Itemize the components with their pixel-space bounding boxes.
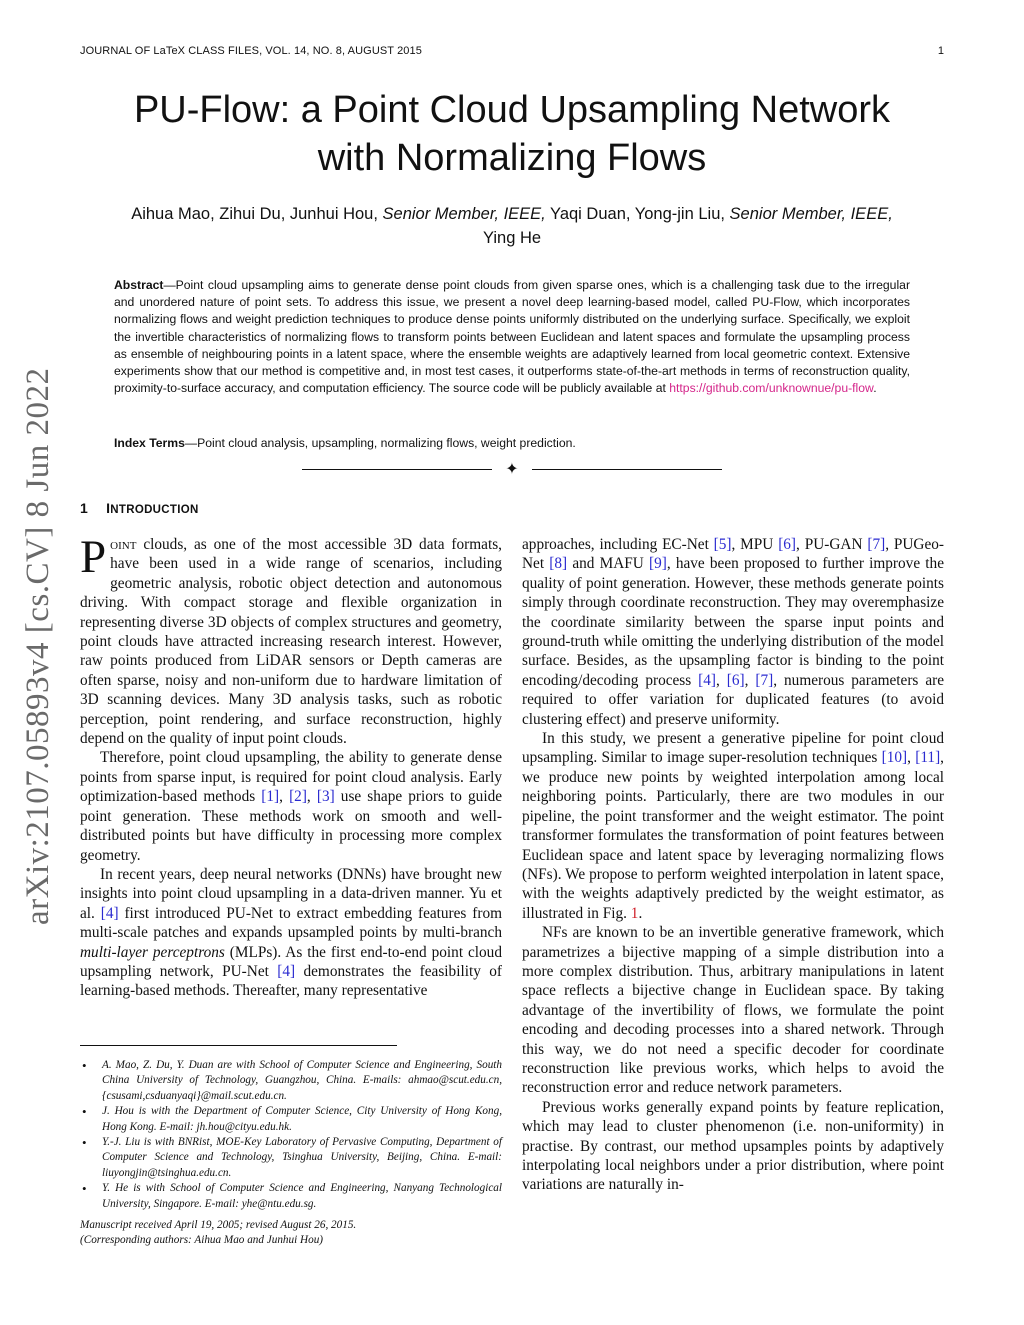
separator-rule-left xyxy=(302,469,492,470)
text-run: , PU-GAN xyxy=(796,536,868,553)
paragraph xyxy=(522,535,944,729)
text-run: , xyxy=(306,788,317,806)
lead-word: oint xyxy=(110,536,137,553)
paragraph xyxy=(80,531,502,748)
left-column xyxy=(80,531,503,1001)
separator-rule-right xyxy=(532,469,722,470)
citation-link[interactable]: [1] xyxy=(261,788,280,806)
running-head: JOURNAL OF LaTeX CLASS FILES, VOL. 14, NO. 8, AUGUST 2015 xyxy=(80,45,422,57)
author-role-1: Senior Member, IEEE, xyxy=(382,205,546,223)
text-run: In this study, we present a generative pipeline for point cloud upsampling. Similar to image super-resolution techniques xyxy=(522,730,944,767)
paper-title xyxy=(80,86,944,182)
text-run: , numerous parameters are required to offer variation for duplicated features (to avoid clustering effect) and preserve uniformity. xyxy=(522,671,944,728)
arxiv-stamp: arXiv:2107.05893v4 [cs.CV] 8 Jun 2022 xyxy=(20,367,56,925)
citation-link[interactable]: [6] xyxy=(726,671,745,689)
text-run: and MAFU xyxy=(567,555,649,573)
abstract xyxy=(114,277,910,397)
text-run: first introduced PU-Net to extract embedding features from multi-scale patches and expands upsampled points by multi-branch xyxy=(80,904,502,942)
paragraph xyxy=(80,865,502,1001)
index-terms-label: Index Terms xyxy=(114,436,185,450)
paragraph xyxy=(522,729,944,923)
manuscript-note xyxy=(80,1218,502,1249)
footnote-item: • A. Mao, Z. Du, Y. Duan are with School of Computer Science and Engineering, South China University of Technology, Guangzhou, China. E-mails: ahmao@scut.edu.cn, {csusami,csduanyaqi}@mail.scut.edu.cn. xyxy=(80,1058,502,1104)
affiliation-footnotes xyxy=(80,1058,502,1212)
authors-part-2: Yaqi Duan, Yong-jin Liu, xyxy=(545,205,730,223)
section-number: 1 xyxy=(80,500,89,516)
text-run: demonstrates the feasibility of learning-based methods. Thereafter, many representative xyxy=(80,962,502,1000)
section-heading xyxy=(80,500,199,516)
text-run: , MPU xyxy=(731,536,779,553)
right-column xyxy=(522,535,944,1195)
authors-part-1: Aihua Mao, Zihui Du, Junhui Hou, xyxy=(131,205,383,223)
section-title-initial: I xyxy=(106,500,111,516)
text-run: Therefore, point cloud upsampling, the ability to generate dense points from sparse input, is required for point cloud analysis. Early optimization-based methods xyxy=(80,749,502,806)
citation-link[interactable]: [8] xyxy=(549,555,568,573)
manuscript-received: Manuscript received April 19, 2005; revised August 26, 2015. xyxy=(80,1219,357,1231)
star-icon: ✦ xyxy=(505,461,519,478)
author-list xyxy=(80,202,944,250)
footnote-item: • J. Hou is with the Department of Computer Science, City University of Hong Kong, Hong Kong. E-mail: jh.hou@cityu.edu.hk. xyxy=(80,1104,502,1135)
paragraph: Previous works generally expand points by feature replication, which may lead to cluster phenomenon (i.e. non-uniformity) in practise. By contrast, our method upsamples points by adaptively interpolating local neighbors under a prior distribution, where point variations are naturally in- xyxy=(522,1098,944,1194)
text-run: , have been proposed to further improve the quality of point generation. However, these methods generate points simply through coordinate reconstruction. They may overemphasize the coordinate similarity between the sparse input points and ground-truth while omitting the underlying distribution of the model surface. Besides, as the upsampling factor is binding to the point encoding/decoding process xyxy=(522,555,944,689)
paragraph xyxy=(80,748,502,864)
citation-link[interactable]: [6] xyxy=(778,536,797,553)
paragraph: NFs are known to be an invertible generative framework, which parametrizes a bijective mapping of a simple distribution into a more complex distribution. Thus, arbitrary manipulations in latent space reflects a bijective change in Euclidean space. By taking advantage of the invertibility of flows, we formulate the point encoding and decoding processes into a shared network. Through this way, we do not need a specific decoder for coordinate reconstruction like previous works, which helps to avoid the reconstruction error and reduce network parameters. xyxy=(522,924,944,1097)
abstract-label: Abstract xyxy=(114,278,164,292)
text-run: approaches, including EC-Net xyxy=(522,536,714,553)
citation-link[interactable]: [4] xyxy=(277,962,296,980)
index-terms-text: —Point cloud analysis, upsampling, normalizing flows, weight prediction. xyxy=(184,436,576,450)
figure-reference-link[interactable]: 1 xyxy=(630,904,639,922)
footnote-item: • Y.-J. Liu is with BNRist, MOE-Key Laboratory of Pervasive Computing, Department of Computer Science and Technology, Tsinghua University, Beijing, China. E-mail: liuyongjin@tsinghua.edu.cn. xyxy=(80,1135,502,1181)
text-run: , PUGeo-Net xyxy=(522,536,944,573)
citation-link[interactable]: [2] xyxy=(289,788,307,806)
text-run: use shape priors to guide point generation. These methods work on smooth and well-distributed points but have difficulty in processing more complex geometry. xyxy=(80,788,503,864)
citation-link[interactable]: [7] xyxy=(755,671,774,689)
title-line-1: PU-Flow: a Point Cloud Upsampling Network xyxy=(133,89,891,131)
text-run: In recent years, deep neural networks (DNNs) have brought new insights into point cloud upsampling in a data-driven manner. Yu et al. xyxy=(80,865,502,922)
citation-link[interactable]: [4] xyxy=(100,904,119,922)
author-role-2: Senior Member, IEEE, xyxy=(729,205,893,223)
italic-term: multi-layer perceptrons xyxy=(80,943,225,961)
drop-cap: P xyxy=(80,531,107,583)
text-run: (MLPs). As the first end-to-end point cloud upsampling network, PU-Net xyxy=(80,943,502,980)
paragraph-text: clouds, as one of the most accessible 3D data formats, have been used in a wide range of scenarios, including geometric analysis, robotic object detection and autonomous driving. With compact storage and flexible organization in representing diverse 3D objects of complex structures and geometry, point clouds have attracted increasing research interest. However, raw points produced from LiDAR sensors or Depth cameras are often sparse, noisy and non-uniform due to hardware limitation of 3D scanning devices. Many 3D analysis tasks, such as robotic perception, point rendering, and surface reconstruction, highly depend on the quality of input point clouds. xyxy=(80,536,502,748)
abstract-end: . xyxy=(873,381,877,396)
section-title-rest: NTRODUCTION xyxy=(110,504,199,516)
page-number: 1 xyxy=(937,45,944,57)
title-line-2: with Normalizing Flows xyxy=(317,137,707,179)
citation-link[interactable]: [7] xyxy=(867,536,886,553)
text-run: , xyxy=(716,671,727,689)
index-terms xyxy=(114,435,910,452)
authors-part-3: Ying He xyxy=(482,229,542,247)
text-run: , xyxy=(279,788,290,806)
text-run: , xyxy=(907,749,916,767)
section-separator xyxy=(302,460,722,480)
text-run: . xyxy=(638,904,643,922)
citation-link[interactable]: [9] xyxy=(648,555,667,573)
source-code-link[interactable]: https://github.com/unknownue/pu-flow xyxy=(669,381,874,396)
footnote-rule xyxy=(80,1045,397,1046)
corresponding-authors: (Corresponding authors: Aihua Mao and Junhui Hou) xyxy=(80,1234,324,1247)
citation-link[interactable]: [11] xyxy=(915,749,941,767)
citation-link[interactable]: [5] xyxy=(713,536,732,553)
abstract-text: —Point cloud upsampling aims to generate dense point clouds from given sparse ones, which is a challenging task due to the irregular and unordered nature of point sets. To address this issue, we present a novel deep learning-based model, called PU-Flow, which incorporates normalizing flows and weight prediction techniques to produce dense points uniformly distributed on the underlying surface. Specifically, we exploit the invertible characteristics of normalizing flows to transform points between Euclidean and latent spaces and formulate the upsampling process as ensemble of neighbouring points in a latent space, where the ensemble weights are adaptively learned from local geometric context. Extensive experiments show that our method is competitive and, in most test cases, it outperforms state-of-the-art methods in terms of reconstruction quality, proximity-to-surface accuracy, and computation efficiency. The source code will be publicly available at xyxy=(114,278,910,396)
citation-link[interactable]: [10] xyxy=(881,749,908,767)
text-run: , we produce new points by weighted interpolation among local neighboring points. Particularly, there are two modules in our pipeline, the point transformer and the weight estimator. The point transformer formulates the transformation of point features between Euclidean space and latent space by leveraging normalizing flows (NFs). We propose to perform weighted interpolation in latent space, with the weights adaptively predicted by the weight estimator, as illustrated in Fig. xyxy=(522,749,944,922)
citation-link[interactable]: [3] xyxy=(316,788,335,806)
footnote-item: • Y. He is with School of Computer Science and Engineering, Nanyang Technological University, Singapore. E-mail: yhe@ntu.edu.sg. xyxy=(80,1181,502,1212)
citation-link[interactable]: [4] xyxy=(698,671,716,689)
text-run: , xyxy=(744,671,756,689)
